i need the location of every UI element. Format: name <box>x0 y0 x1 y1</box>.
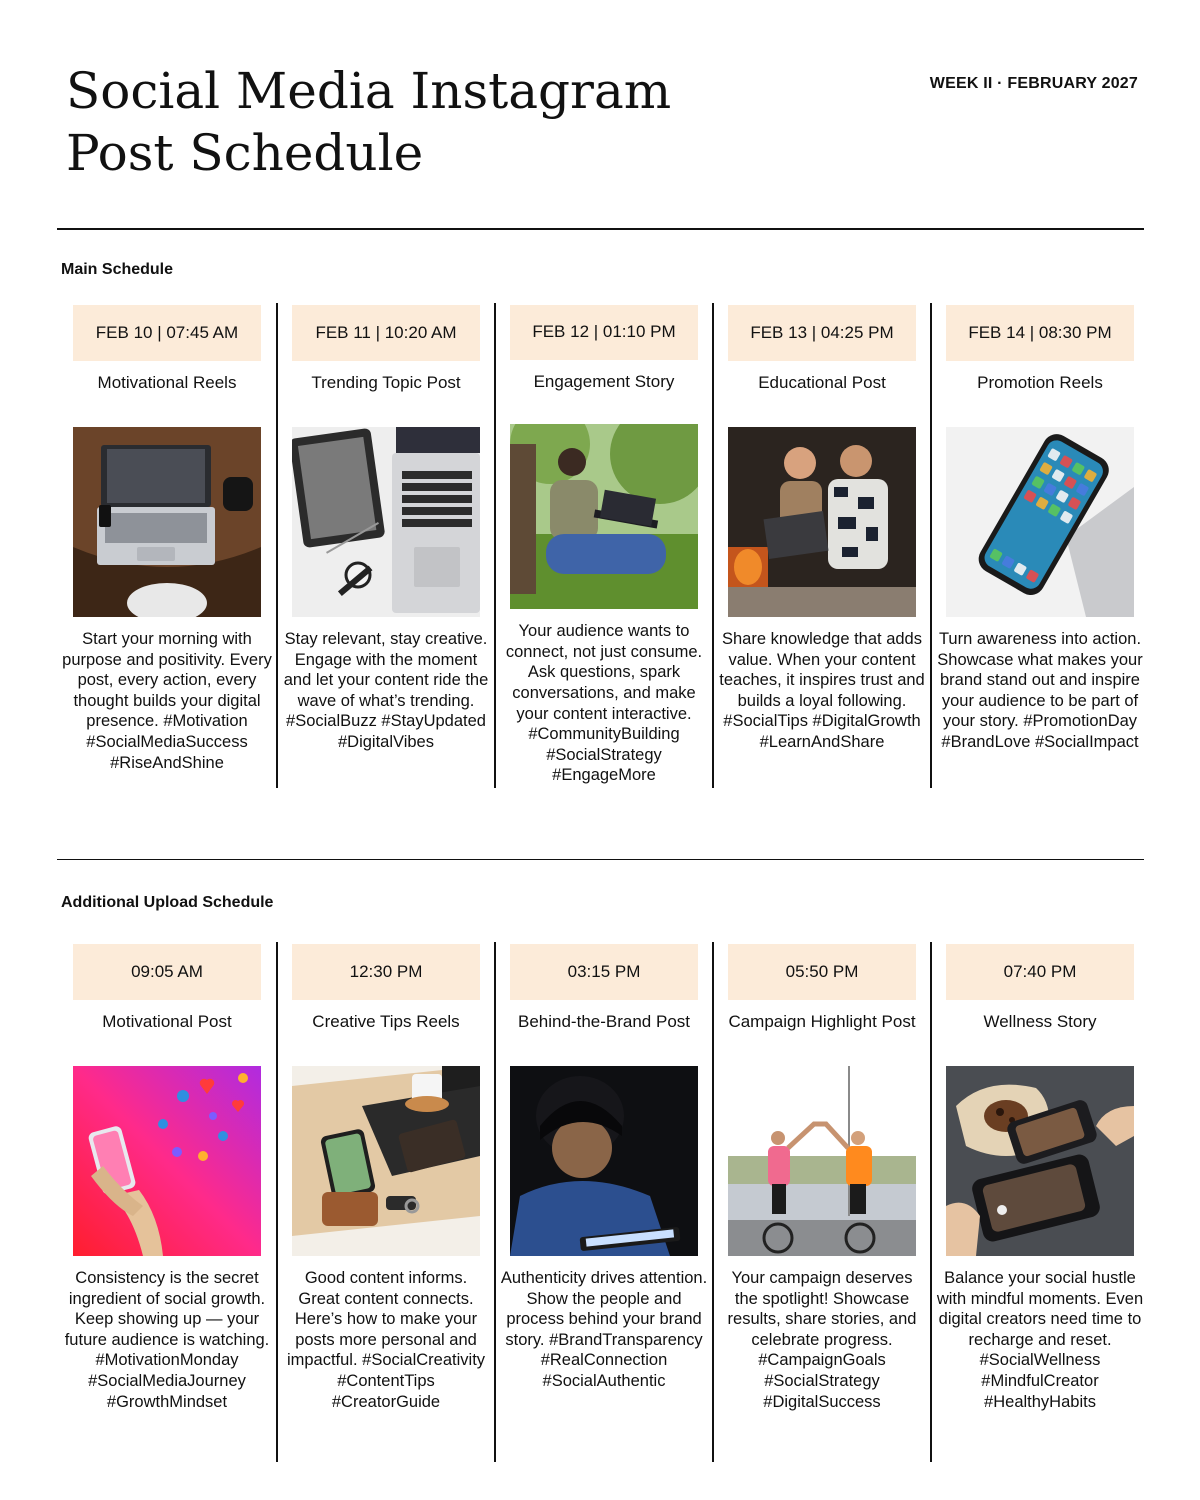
post-type: Motivational Reels <box>97 373 237 392</box>
main-schedule-row <box>58 303 1148 788</box>
post-type: Trending Topic Post <box>311 373 461 392</box>
two-men-laptop-photo <box>728 427 916 617</box>
post-datetime: FEB 14 | 08:30 PM <box>946 305 1134 361</box>
schedule-card <box>58 942 276 1462</box>
woman-laptop-park-photo <box>510 424 698 609</box>
week-label: WEEK II · FEBRUARY 2027 <box>929 75 1138 92</box>
post-caption: Share knowledge that adds value. When your content teaches, it inspires trust and builds a loyal following. #SocialTips #DigitalGrowth #LearnAndShare <box>719 630 925 751</box>
post-type: Campaign Highlight Post <box>728 1012 916 1031</box>
post-type: Creative Tips Reels <box>312 1012 460 1031</box>
desk-phone-wallet-photo <box>292 1066 480 1256</box>
post-caption: Stay relevant, stay creative. Engage with the moment and let your content ride the wave of what’s trending. #SocialBuzz #StayUpdated #DigitalVibes <box>283 630 489 751</box>
page-title: Social Media Instagram Post Schedule <box>66 62 672 182</box>
desk-tablet-laptop-photo <box>292 427 480 617</box>
hand-phone-hearts-photo <box>73 1066 261 1256</box>
post-caption: Consistency is the secret ingredient of social growth. Keep showing up — your future audience is watching. #MotivationMonday #SocialMediaJourney #GrowthMindset <box>64 1269 270 1411</box>
phones-photographing-cookie-photo <box>946 1066 1134 1256</box>
post-type: Promotion Reels <box>977 373 1103 392</box>
child-tablet-photo <box>510 1066 698 1256</box>
post-type: Behind-the-Brand Post <box>518 1012 690 1031</box>
post-caption: Good content informs. Great content connects. Here’s how to make your posts more personal and impactful. #SocialCreativity #ContentTips #CreatorGuide <box>286 1269 486 1411</box>
post-datetime: 09:05 AM <box>73 944 261 1000</box>
post-datetime: 03:15 PM <box>510 944 698 1000</box>
post-datetime: 07:40 PM <box>946 944 1134 1000</box>
schedule-card <box>930 942 1148 1462</box>
main-schedule-heading: Main Schedule <box>61 261 174 278</box>
post-type: Motivational Post <box>102 1012 232 1031</box>
top-divider <box>57 228 1144 230</box>
post-caption: Your campaign deserves the spotlight! Showcase results, share stories, and celebrate progress. #CampaignGoals #SocialStrategy #DigitalSuccess <box>727 1269 917 1411</box>
schedule-card <box>494 942 712 1462</box>
post-datetime: 12:30 PM <box>292 944 480 1000</box>
post-caption: Authenticity drives attention. Show the people and process behind your brand story. #BrandTransparency #RealConnection #SocialAuthentic <box>500 1269 708 1390</box>
schedule-card <box>712 942 930 1462</box>
post-type: Educational Post <box>758 373 886 392</box>
schedule-card <box>276 942 494 1462</box>
schedule-card <box>712 303 930 788</box>
schedule-card <box>930 303 1148 788</box>
schedule-card <box>494 303 712 788</box>
additional-schedule-row <box>58 942 1148 1462</box>
cyclists-high-five-photo <box>728 1066 916 1256</box>
smartphone-apps-photo <box>946 427 1134 617</box>
middle-divider <box>57 859 1144 860</box>
post-type: Engagement Story <box>533 371 675 391</box>
post-caption: Your audience wants to connect, not just consume. Ask questions, spark conversations, and make your content interactive. #CommunityBuilding #SocialStrategy #EngageMore <box>505 622 703 785</box>
post-datetime: 05:50 PM <box>728 944 916 1000</box>
post-datetime: FEB 11 | 10:20 AM <box>292 305 480 361</box>
post-caption: Balance your social hustle with mindful moments. Even digital creators need time to recharge and reset. #SocialWellness #MindfulCreator #HealthyHabits <box>936 1269 1144 1411</box>
schedule-card <box>58 303 276 788</box>
post-type: Wellness Story <box>983 1012 1097 1031</box>
additional-schedule-heading: Additional Upload Schedule <box>61 894 274 911</box>
post-datetime: FEB 12 | 01:10 PM <box>510 305 698 360</box>
post-caption: Turn awareness into action. Showcase what makes your brand stand out and inspire your audience to be part of your story. #PromotionDay #BrandLove #SocialImpact <box>937 630 1143 751</box>
post-datetime: FEB 13 | 04:25 PM <box>728 305 916 361</box>
schedule-card <box>276 303 494 788</box>
post-datetime: FEB 10 | 07:45 AM <box>73 305 261 361</box>
laptop-on-desk-photo <box>73 427 261 617</box>
post-caption: Start your morning with purpose and positivity. Every post, every action, every thought builds your digital presence. #Motivation #SocialMediaSuccess #RiseAndShine <box>62 630 272 772</box>
